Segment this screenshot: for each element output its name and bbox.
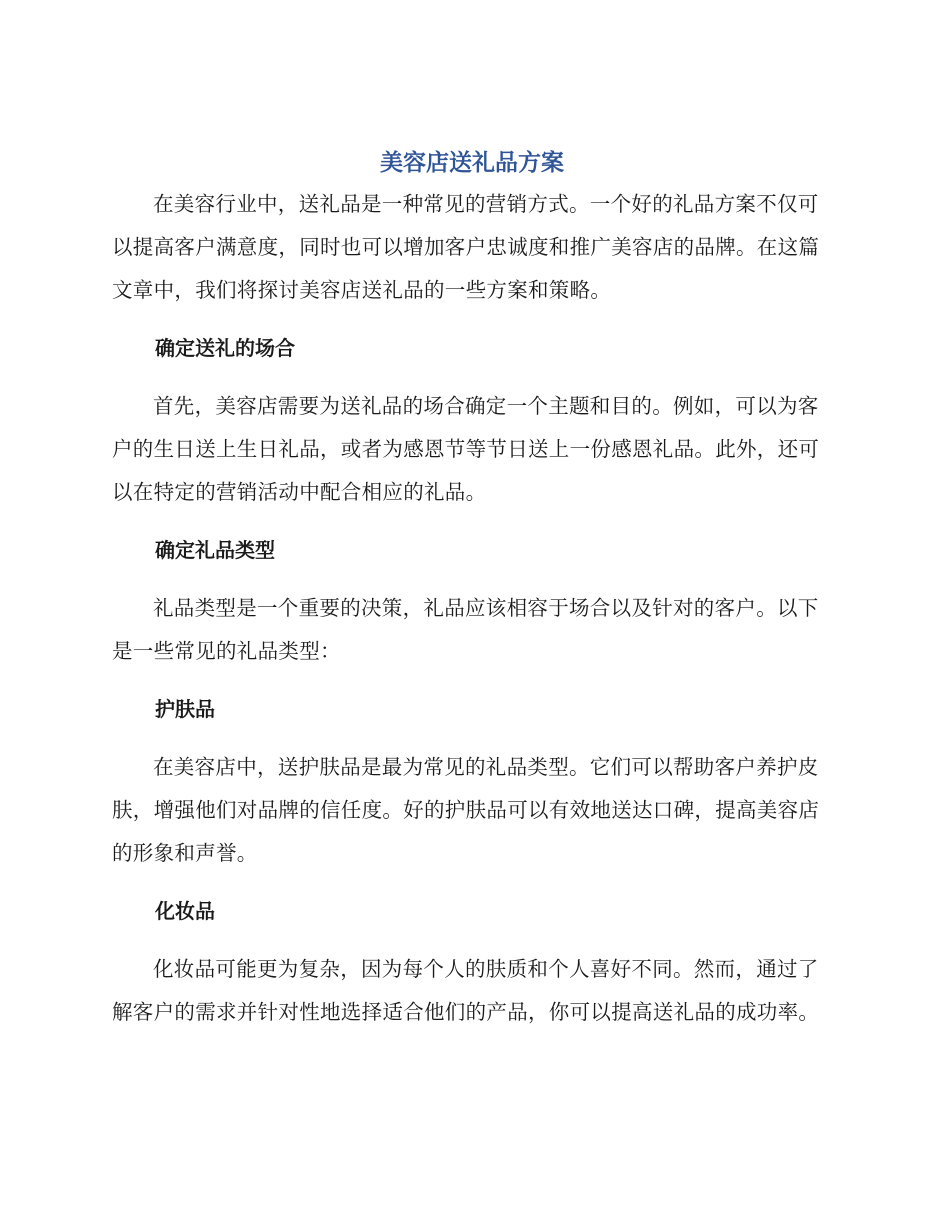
document-content — [112, 145, 832, 1034]
section-body-gift-type: 礼品类型是一个重要的决策，礼品应该相容于场合以及针对的客户。以下是一些常见的礼品类型： — [112, 596, 819, 663]
section-body-cosmetics: 化妆品可能更为复杂，因为每个人的肤质和个人喜好不同。然而，通过了解客户的需求并针对性地选择适合他们的产品，你可以提高送礼品的成功率。 — [112, 957, 820, 1024]
section-heading-gift-type: 确定礼品类型 — [155, 538, 275, 562]
section-body-occasion: 首先，美容店需要为送礼品的场合确定一个主题和目的。例如，可以为客户的生日送上生日礼品，或者为感恩节等节日送上一份感恩礼品。此外，还可以在特定的营销活动中配合相应的礼品。 — [112, 394, 820, 504]
section-body-skincare: 在美容店中，送护肤品是最为常见的礼品类型。它们可以帮助客户养护皮肤，增强他们对品牌的信任度。好的护肤品可以有效地送达口碑，提高美容店的形象和声誉。 — [112, 755, 820, 865]
section-heading-skincare: 护肤品 — [155, 697, 215, 721]
section-heading-occasion: 确定送礼的场合 — [155, 336, 295, 360]
document-title: 美容店送礼品方案 — [380, 150, 564, 176]
section-heading-cosmetics: 化妆品 — [155, 899, 215, 923]
intro-paragraph: 在美容行业中，送礼品是一种常见的营销方式。一个好的礼品方案不仅可以提高客户满意度，同时也可以增加客户忠诚度和推广美容店的品牌。在这篇文章中，我们将探讨美容店送礼品的一些方案和策略。 — [112, 192, 820, 302]
